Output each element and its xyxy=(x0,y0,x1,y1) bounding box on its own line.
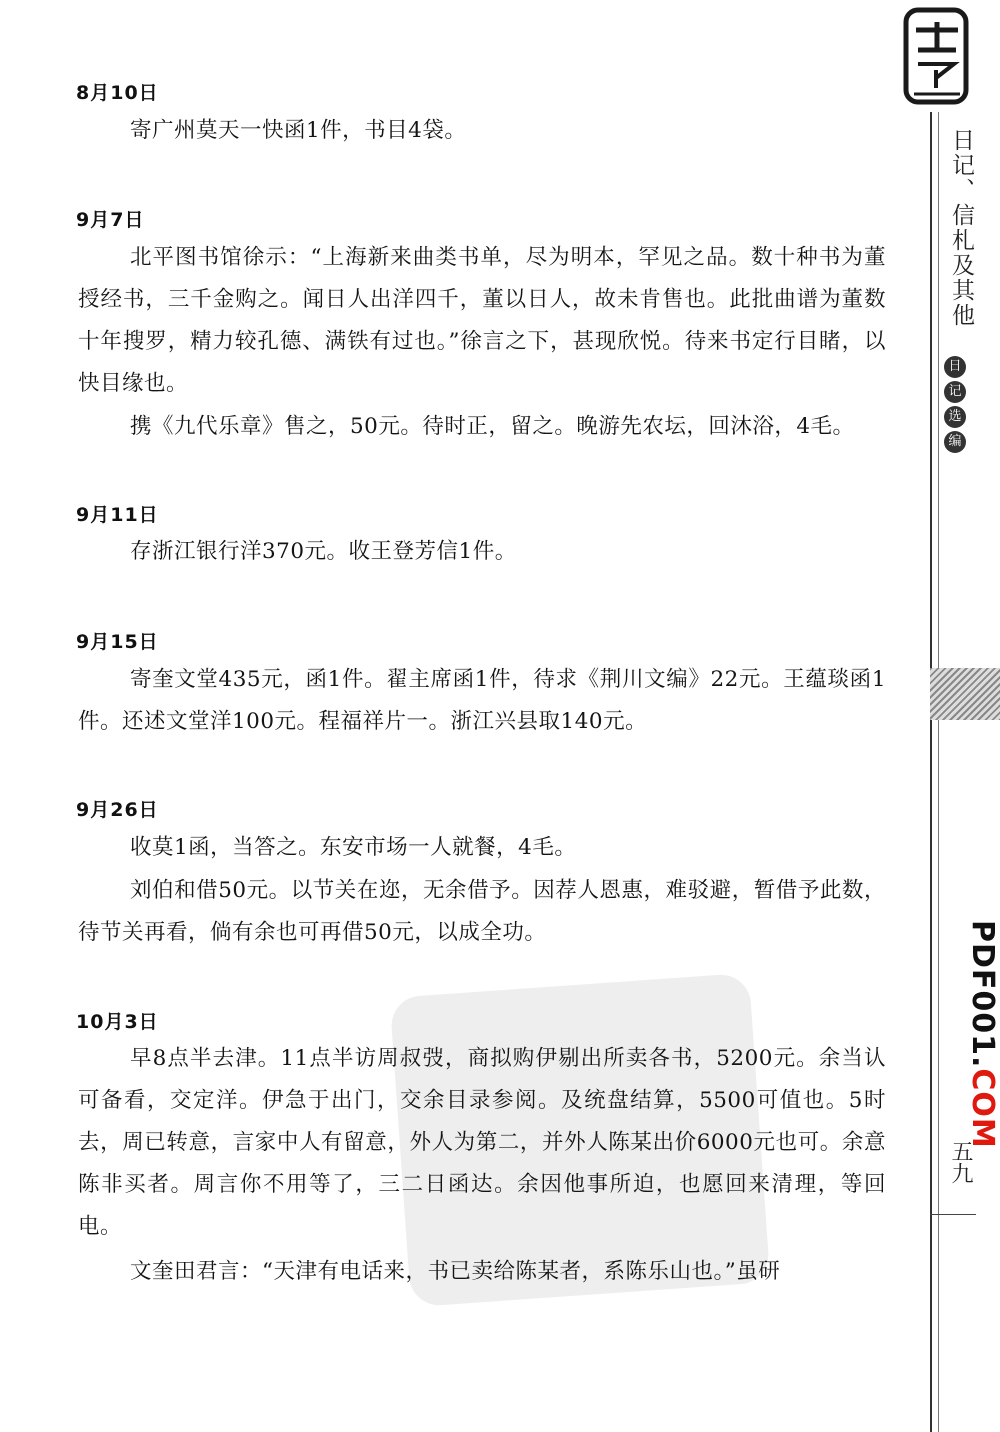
section-title: 日记、信札及其他 xyxy=(948,128,974,328)
watermark-com: COM xyxy=(965,1068,1000,1149)
margin-rule xyxy=(930,112,932,1432)
entry-paragraph: 携《九代乐章》售之，50元。待时正，留之。晚游先农坛，回沐浴，4毛。 xyxy=(130,414,855,439)
decorative-pattern xyxy=(930,668,1000,720)
entry-date: 10月3日 xyxy=(76,1011,159,1033)
entry-paragraph: 北平图书馆徐示：“上海新来曲类书单，尽为明本，罕见之品。数十种书为董授经书，三千金购之。闻日人出洋四千，董以日人，故未肯售也。此批曲谱为董数十年搜罗，精力较孔德、满铁有过也。”徐言之下，甚现欣悦。待来书定行目睹，以快目缘也。 xyxy=(78,245,886,396)
entry-paragraph: 寄奎文堂435元，函1件。翟主席函1件，待求《荆川文编》22元。王蕴琰函1件。还述文堂洋100元。程福祥片一。浙江兴县取140元。 xyxy=(78,667,886,734)
watermark xyxy=(940,920,1000,1149)
entry-paragraph: 刘伯和借50元。以节关在迩，无余借予。因荐人恩惠，难驳避，暂借予此数，待节关再看，倘有余也可再借50元，以成全功。 xyxy=(78,878,886,945)
entry-paragraph: 早8点半去津。11点半访周叔弢，商拟购伊剔出所卖各书，5200元。余当认可备看，交定洋。伊急于出门，交余目录参阅。及统盘结算，5500可值也。5时去，周已转意，言家中人有留意，外人为第二，并外人陈某出价6000元也可。余意陈非买者。周言你不用等了，三二日函达。余因他事所迫，也愿回来清理，等回电。 xyxy=(78,1046,886,1239)
entry-date: 9月11日 xyxy=(76,504,159,526)
series-logo xyxy=(900,4,974,108)
watermark-main: PDF001. xyxy=(965,920,1000,1069)
page-number: 五九 xyxy=(948,1140,973,1184)
entry-date: 8月10日 xyxy=(76,82,159,104)
margin-rule xyxy=(938,112,939,1432)
page-number-rule xyxy=(930,1214,976,1215)
entry-date: 9月26日 xyxy=(76,799,159,821)
entry-date: 9月15日 xyxy=(76,631,159,653)
seal-char: 记 xyxy=(944,381,966,403)
entry-paragraph: 收莫1函，当答之。东安市场一人就餐，4毛。 xyxy=(130,835,577,860)
seal-logo-icon xyxy=(900,4,974,108)
seal-dots xyxy=(944,356,974,456)
seal-char: 选 xyxy=(944,406,966,428)
seal-char: 编 xyxy=(944,431,966,453)
seal-char: 日 xyxy=(944,356,966,378)
entry-paragraph: 存浙江银行洋370元。收王登芳信1件。 xyxy=(130,539,517,564)
entry-paragraph: 寄广州莫天一快函1件，书目4袋。 xyxy=(130,118,467,143)
entry-paragraph: 文奎田君言：“天津有电话来，书已卖给陈某者，系陈乐山也。”虽研 xyxy=(130,1259,781,1284)
entry-date: 9月7日 xyxy=(76,209,145,231)
